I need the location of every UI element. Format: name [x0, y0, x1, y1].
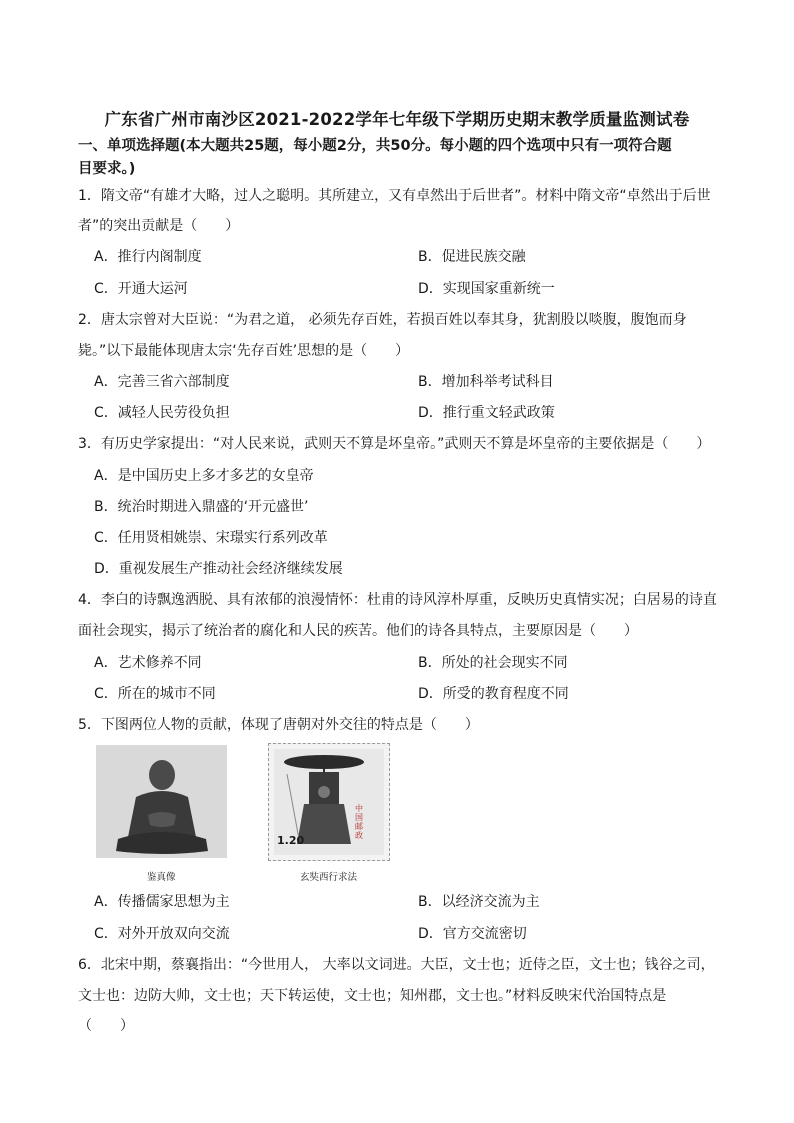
question-1-text-line2: 者”的突出贡献是（ ） [78, 218, 240, 234]
jianzhen-caption: 鉴真像 [147, 872, 176, 883]
question-1-option-a[interactable]: A．推行内阁制度 [94, 249, 202, 265]
question-4-text-line1: 4．李白的诗飘逸洒脱、具有浓郁的浪漫情怀：杜甫的诗风淳朴厚重，反映历史真情实况；白居易的诗直 [78, 592, 717, 608]
question-5-option-d[interactable]: D．官方交流密切 [418, 926, 527, 942]
jianzhen-statue-illustration [96, 745, 227, 858]
question-4-text-line2: 面社会现实，揭示了统治者的腐化和人民的疾苦。他们的诗各具特点，主要原因是（ ） [78, 623, 638, 639]
question-6-text-line3: （ ） [78, 1018, 134, 1034]
question-3-option-a[interactable]: A．是中国历史上多才多艺的女皇帝 [94, 468, 314, 484]
question-6-text-line1: 6．北宋中期，蔡襄指出：“今世用人， 大率以文词进。大臣，文士也；近侍之臣，文士也；钱谷之司， [78, 957, 715, 973]
question-2-option-a[interactable]: A．完善三省六部制度 [94, 374, 230, 390]
question-3-text-line1: 3．有历史学家提出：“对人民来说，武则天不算是坏皇帝。”武则天不算是坏皇帝的主要依据是（ ） [78, 436, 711, 452]
section-heading-line2: 目要求。) [78, 161, 136, 177]
question-5-option-b[interactable]: B．以经济交流为主 [418, 894, 540, 910]
question-5-text-line1: 5．下图两位人物的贡献，体现了唐朝对外交往的特点是（ ） [78, 717, 479, 733]
question-5-option-a[interactable]: A．传播儒家思想为主 [94, 894, 230, 910]
question-4-option-d[interactable]: D．所受的教育程度不同 [418, 686, 569, 702]
question-1-option-d[interactable]: D．实现国家重新统一 [418, 281, 555, 297]
question-4-option-a[interactable]: A．艺术修养不同 [94, 655, 202, 671]
jianzhen-statue-image [96, 745, 227, 858]
question-1-option-c[interactable]: C．开通大运河 [94, 281, 188, 297]
stamp-country: 中国邮政 [355, 804, 363, 840]
question-2-text-line2: 毙。”以下最能体现唐太宗‘先存百姓’思想的是（ ） [78, 343, 410, 359]
question-1-option-b[interactable]: B．促进民族交融 [418, 249, 526, 265]
question-3-option-b[interactable]: B．统治时期进入鼎盛的‘开元盛世’ [94, 499, 309, 515]
question-6-text-line2: 文士也：边防大帅，文士也；天下转运使，文士也；知州郡，文士也。”材料反映宋代治国特点是 [78, 988, 667, 1004]
question-2-text-line1: 2．唐太宗曾对大臣说：“为君之道， 必须先存百姓，若损百姓以奉其身，犹割股以啖腹，腹饱而身 [78, 312, 687, 328]
question-3-option-d[interactable]: D．重视发展生产推动社会经济继续发展 [94, 561, 343, 577]
xuanzang-stamp-image [268, 743, 390, 861]
question-4-option-c[interactable]: C．所在的城市不同 [94, 686, 216, 702]
question-3-option-c[interactable]: C．任用贤相姚崇、宋璟实行系列改革 [94, 530, 328, 546]
section-heading-line1: 一、单项选择题(本大题共25题，每小题2分，共50分。每小题的四个选项中只有一项符合题 [78, 138, 672, 154]
xuanzang-caption: 玄奘西行求法 [300, 872, 358, 883]
page-title: 广东省广州市南沙区2021-2022学年七年级下学期历史期末教学质量监测试卷 [104, 110, 690, 129]
question-2-option-b[interactable]: B．增加科举考试科目 [418, 374, 554, 390]
stamp-value: 1.20 [277, 834, 305, 847]
question-2-option-d[interactable]: D．推行重文轻武政策 [418, 405, 555, 421]
question-5-option-c[interactable]: C．对外开放双向交流 [94, 926, 230, 942]
question-2-option-c[interactable]: C．减轻人民劳役负担 [94, 405, 230, 421]
question-4-option-b[interactable]: B．所处的社会现实不同 [418, 655, 568, 671]
question-1-text-line1: 1．隋文帝“有雄才大略，过人之聪明。其所建立，又有卓然出于后世者”。材料中隋文帝“卓然出于后世 [78, 188, 711, 204]
